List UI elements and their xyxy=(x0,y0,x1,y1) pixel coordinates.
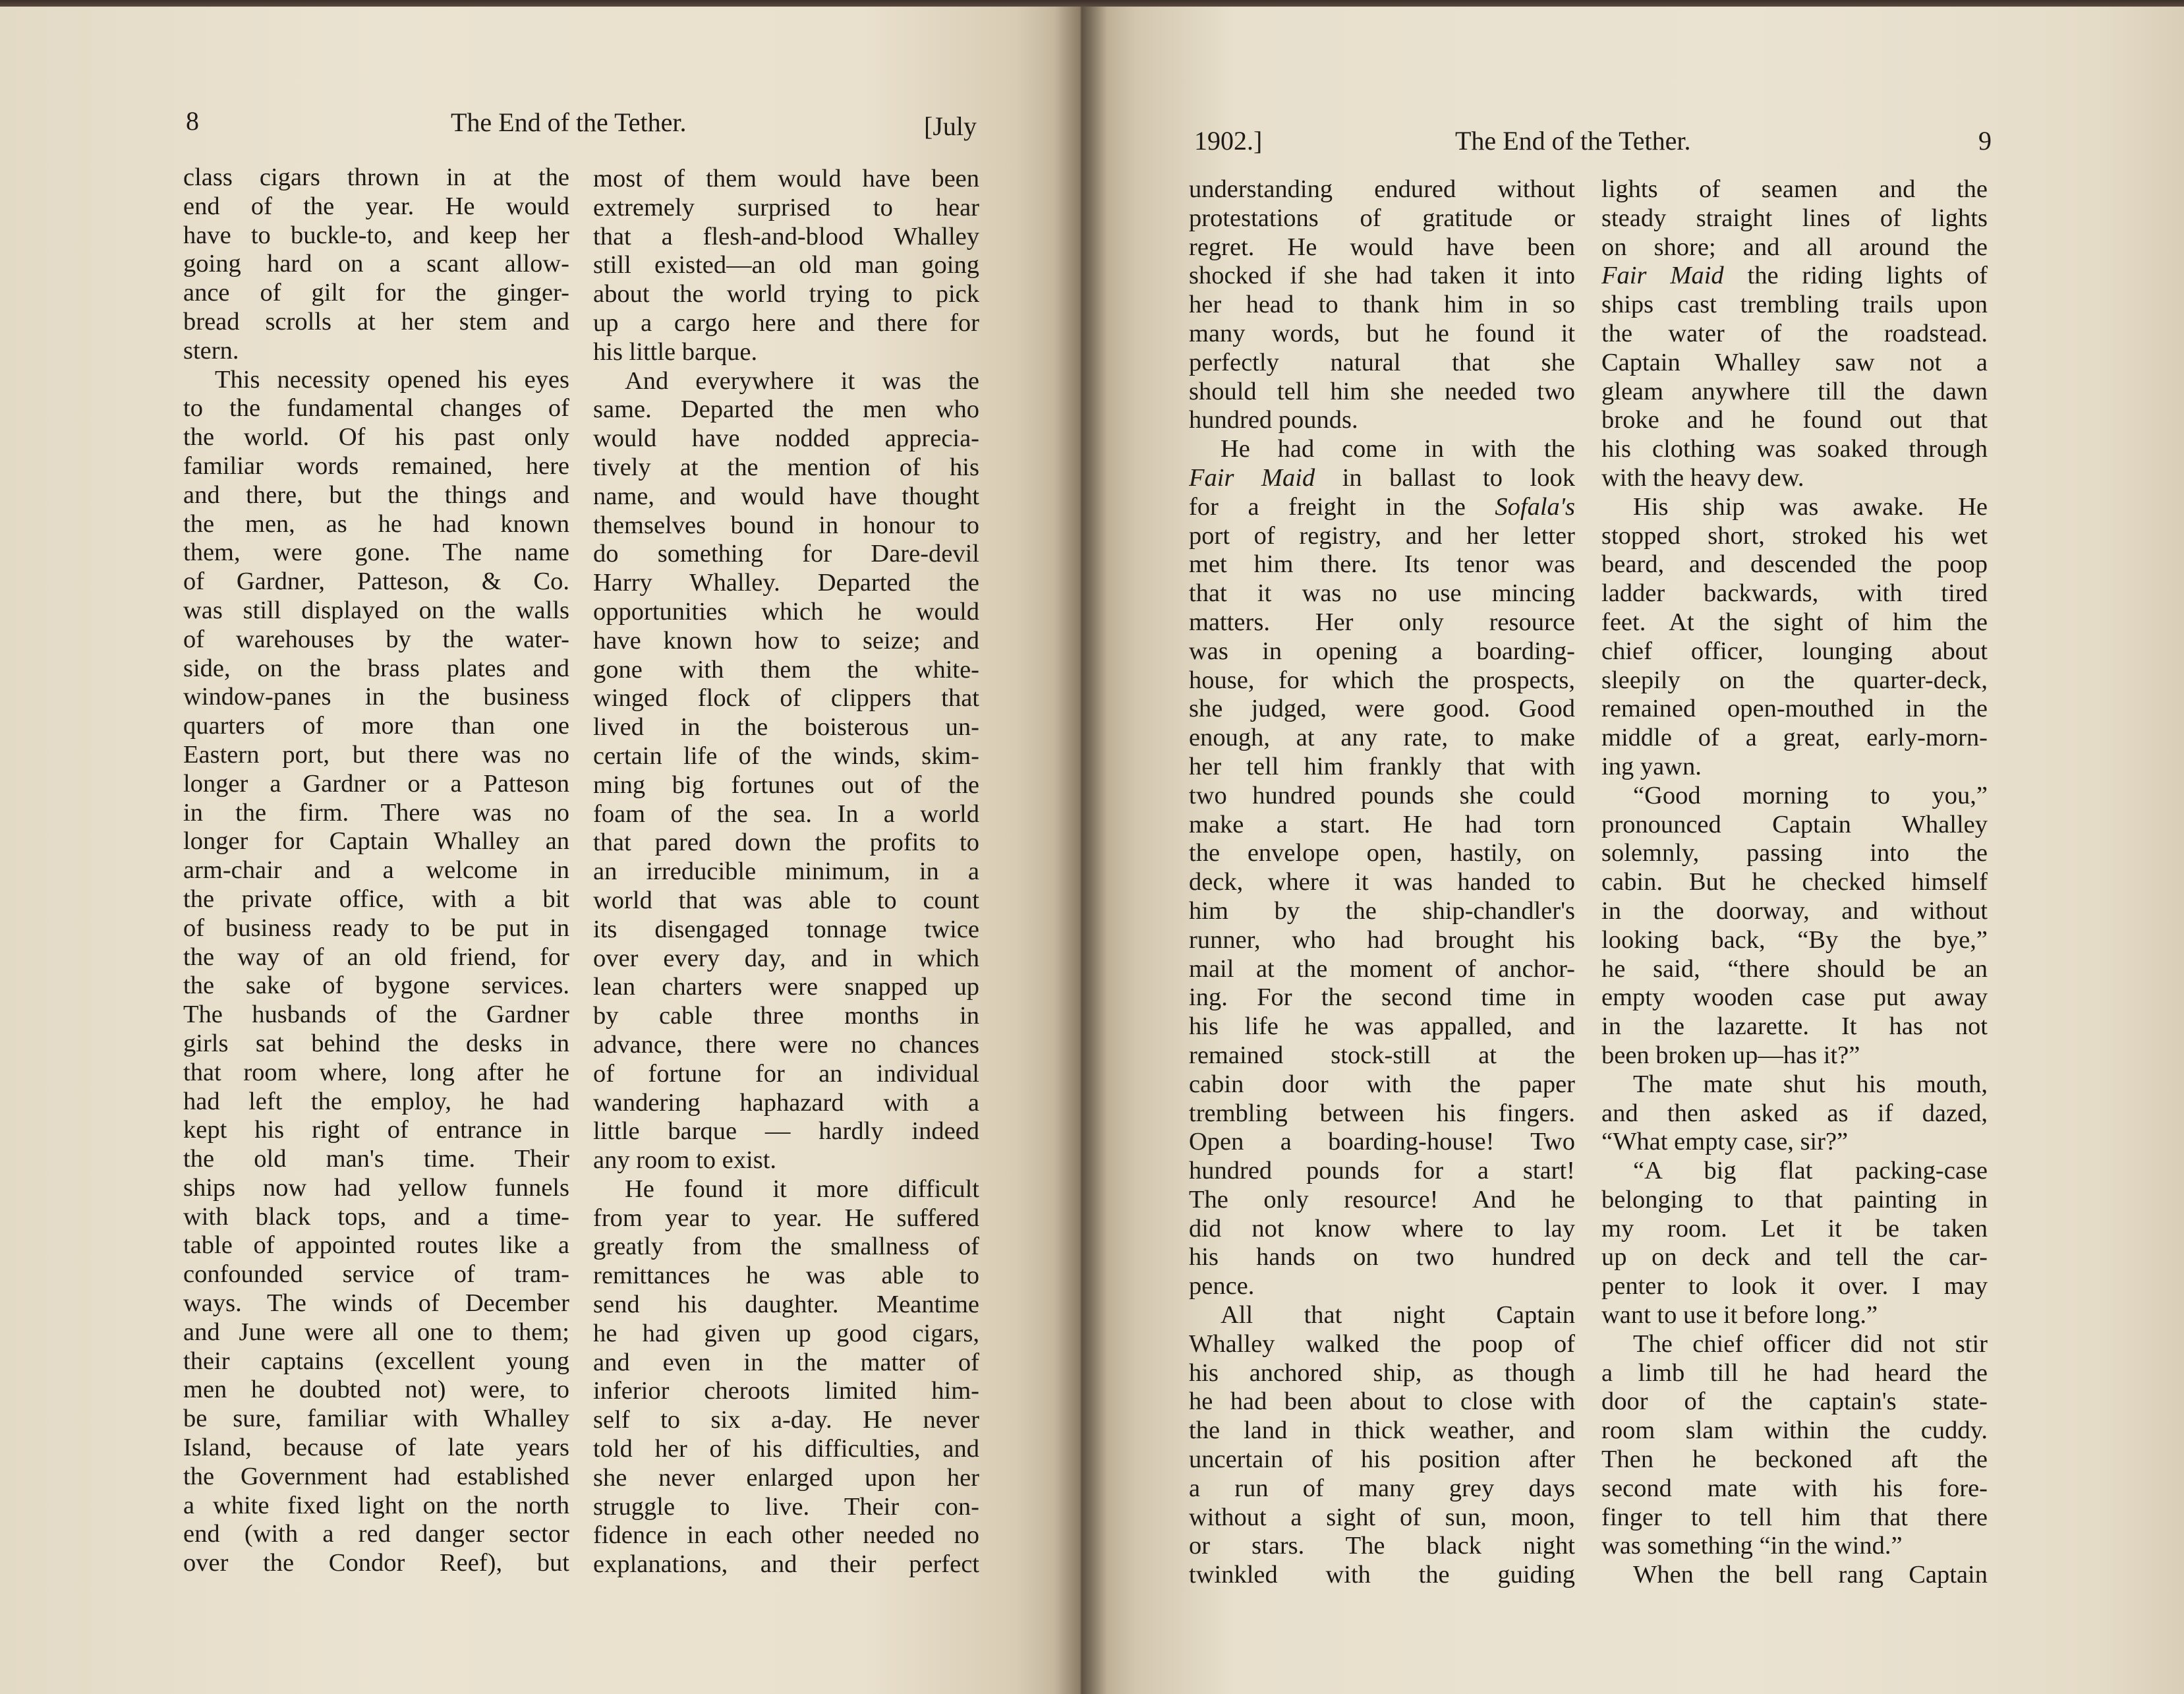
text-line: should tell him she needed two xyxy=(1189,377,1575,405)
text-line: same. Departed the men who xyxy=(593,395,979,424)
text-line: for a freight in the Sofala's xyxy=(1189,492,1575,521)
text-line: pence. xyxy=(1189,1272,1255,1300)
text-line: understanding endured without xyxy=(1189,175,1575,203)
text-line: side, on the brass plates and xyxy=(183,654,569,682)
text-line: Harry Whalley. Departed the xyxy=(593,569,979,597)
text-line: that pared down the profits to xyxy=(593,829,979,857)
text-line: was still displayed on the walls xyxy=(183,596,569,624)
text-line: she judged, were good. Good xyxy=(1189,695,1575,723)
right-page xyxy=(1081,7,2184,1694)
text-line: mail at the moment of anchor- xyxy=(1189,954,1575,983)
text-line: tively at the mention of his xyxy=(593,453,979,481)
text-line: beard, and descended the poop xyxy=(1601,550,1988,579)
text-line: with the heavy dew. xyxy=(1601,463,1804,492)
text-line: feet. At the sight of him the xyxy=(1601,608,1988,636)
text-line: that a flesh-and-blood Whalley xyxy=(593,222,979,250)
text-line: his little barque. xyxy=(593,337,758,366)
text-line: many words, but he found it xyxy=(1189,319,1575,347)
text-line: “What empty case, sir?” xyxy=(1601,1128,1849,1156)
text-line: The husbands of the Gardner xyxy=(183,1001,569,1029)
text-line: arm-chair and a welcome in xyxy=(183,856,569,885)
text-line: his anchored ship, as though xyxy=(1189,1358,1575,1387)
text-line: the sake of bygone services. xyxy=(183,972,569,1000)
text-line: or stars. The black night xyxy=(1189,1532,1575,1560)
text-line: a white fixed light on the north xyxy=(183,1491,569,1519)
text-line: port of registry, and her letter xyxy=(1189,521,1575,550)
text-line: of business ready to be put in xyxy=(183,914,569,942)
text-line: met him there. Its tenor was xyxy=(1189,550,1575,579)
text-line: Fair Maid the riding lights of xyxy=(1601,262,1988,290)
text-line: be sure, familiar with Whalley xyxy=(183,1405,569,1433)
text-line: and then asked as if dazed, xyxy=(1601,1099,1988,1127)
text-line: inferior cheroots limited him- xyxy=(593,1377,979,1405)
text-line: solemnly, passing into the xyxy=(1601,839,1988,867)
text-line: ways. The winds of December xyxy=(183,1289,569,1318)
text-line: quarters of more than one xyxy=(183,712,569,740)
text-line: her tell him frankly that with xyxy=(1189,752,1575,780)
right-page-number: 9 xyxy=(1978,126,1992,156)
text-line: to the fundamental changes of xyxy=(183,394,569,423)
text-line: uncertain of his position after xyxy=(1189,1446,1575,1474)
text-line: Fair Maid in ballast to look xyxy=(1189,463,1575,492)
text-line: lights of seamen and the xyxy=(1601,175,1988,203)
text-line: name, and would have thought xyxy=(593,482,979,510)
right-column-2 xyxy=(1601,175,1988,1590)
text-line: remittances he was able to xyxy=(593,1262,979,1290)
text-line: little barque — hardly indeed xyxy=(593,1117,979,1146)
text-line: and even in the matter of xyxy=(593,1348,979,1376)
text-line: protestations of gratitude or xyxy=(1189,204,1575,232)
text-line: All that night Captain xyxy=(1221,1301,1575,1329)
text-line: she never enlarged upon her xyxy=(593,1463,979,1492)
text-line: ladder backwards, with tired xyxy=(1601,579,1988,608)
text-line: over the Condor Reef), but xyxy=(183,1549,569,1577)
text-line: the world. Of his past only xyxy=(183,423,569,452)
text-line: window-panes in the business xyxy=(183,683,569,711)
text-line: with black tops, and a time- xyxy=(183,1202,569,1231)
text-line: have known how to seize; and xyxy=(593,626,979,655)
text-line: belonging to that painting in xyxy=(1601,1185,1988,1213)
text-line: did not know where to lay xyxy=(1189,1214,1575,1242)
text-line: looking back, “By the bye,” xyxy=(1601,925,1988,954)
text-line: the envelope open, hastily, on xyxy=(1189,839,1575,867)
text-line: middle of a great, early-morn- xyxy=(1601,724,1988,752)
text-line: runner, who had brought his xyxy=(1189,925,1575,954)
left-running-title: The End of the Tether. xyxy=(451,107,687,137)
text-line: cabin. But he checked himself xyxy=(1601,868,1988,896)
text-line: in the doorway, and without xyxy=(1601,896,1988,925)
text-line: would have nodded apprecia- xyxy=(593,424,979,453)
text-line: advance, there were no chances xyxy=(593,1030,979,1059)
text-line: most of them would have been xyxy=(593,165,979,192)
text-line: certain life of the winds, skim- xyxy=(593,742,979,770)
text-line: greatly from the smallness of xyxy=(593,1233,979,1261)
text-line: an irreducible minimum, in a xyxy=(593,858,979,886)
text-line: sleepily on the quarter-deck, xyxy=(1601,666,1988,694)
text-line: pronounced Captain Whalley xyxy=(1601,810,1988,838)
text-line: a run of many grey days xyxy=(1189,1474,1575,1502)
left-page-number: 8 xyxy=(186,106,199,136)
text-line: Whalley walked the poop of xyxy=(1189,1329,1575,1358)
text-line: The chief officer did not stir xyxy=(1633,1329,1988,1358)
text-line: gleam anywhere till the dawn xyxy=(1601,377,1988,405)
text-line: His ship was awake. He xyxy=(1633,492,1988,521)
text-line: had left the employ, he had xyxy=(183,1087,569,1115)
text-line: chief officer, lounging about xyxy=(1601,637,1988,665)
text-line: ing yawn. xyxy=(1601,752,1702,780)
text-line: send his daughter. Meantime xyxy=(593,1291,979,1319)
text-line: ming big fortunes out of the xyxy=(593,771,979,799)
text-line: regret. He would have been xyxy=(1189,233,1575,261)
text-line: class cigars thrown in at the xyxy=(183,163,569,191)
text-line: confounded service of tram- xyxy=(183,1260,569,1289)
text-line: up on deck and tell the car- xyxy=(1601,1243,1988,1271)
text-line: girls sat behind the desks in xyxy=(183,1029,569,1057)
text-line: without a sight of sun, moon, xyxy=(1189,1503,1575,1531)
text-line: end of the year. He would xyxy=(183,192,569,220)
text-line: was in opening a boarding- xyxy=(1189,637,1575,665)
text-line: He found it more difficult xyxy=(625,1175,979,1203)
text-line: twinkled with the guiding xyxy=(1189,1561,1575,1589)
text-line: two hundred pounds she could xyxy=(1189,781,1575,809)
text-line: any room to exist. xyxy=(593,1146,777,1175)
text-line: The mate shut his mouth, xyxy=(1633,1070,1988,1098)
text-line: been broken up—has it?” xyxy=(1601,1041,1860,1069)
text-line: themselves bound in honour to xyxy=(593,511,979,539)
text-line: trembling between his fingers. xyxy=(1189,1099,1575,1127)
text-line: “A big flat packing-case xyxy=(1633,1157,1988,1185)
text-line: of Gardner, Patteson, & Co. xyxy=(183,568,569,596)
text-line: world that was able to count xyxy=(593,886,979,914)
text-line: And everywhere it was the xyxy=(625,366,979,395)
text-line: stern. xyxy=(183,336,239,365)
text-line: and there, but the things and xyxy=(183,481,569,509)
text-line: table of appointed routes like a xyxy=(183,1231,569,1260)
text-line: “Good morning to you,” xyxy=(1633,781,1988,809)
text-line: fidence in each other needed no xyxy=(593,1521,979,1550)
text-line: hundred pounds. xyxy=(1189,406,1358,434)
text-line: wandering haphazard with a xyxy=(593,1088,979,1117)
text-line: lean charters were snapped up xyxy=(593,973,979,1001)
text-line: the men, as he had known xyxy=(183,510,569,538)
text-line: longer for Captain Whalley an xyxy=(183,827,569,856)
text-line: cabin door with the paper xyxy=(1189,1070,1575,1098)
text-line: of warehouses by the water- xyxy=(183,625,569,653)
text-line: a limb till he had heard the xyxy=(1601,1358,1988,1387)
text-line: from year to year. He suffered xyxy=(593,1204,979,1232)
text-line: men he doubted not) were, to xyxy=(183,1376,569,1404)
text-line: Captain Whalley saw not a xyxy=(1601,348,1988,376)
right-running-title: The End of the Tether. xyxy=(1455,126,1691,156)
text-line: the water of the roadstead. xyxy=(1601,319,1988,347)
text-line: in the lazarette. It has not xyxy=(1601,1012,1988,1041)
text-line: make a start. He had torn xyxy=(1189,810,1575,838)
text-line: ing. For the second time in xyxy=(1189,983,1575,1012)
text-line: Open a boarding-house! Two xyxy=(1189,1128,1575,1156)
text-line: going hard on a scant allow- xyxy=(183,250,569,278)
text-line: the old man's time. Their xyxy=(183,1145,569,1173)
text-line: broke and he found out that xyxy=(1601,406,1988,434)
text-line: over every day, and in which xyxy=(593,944,979,972)
text-line: This necessity opened his eyes xyxy=(215,365,569,394)
left-page xyxy=(0,7,1081,1694)
text-line: on shore; and all around the xyxy=(1601,233,1988,261)
text-line: door of the captain's state- xyxy=(1601,1387,1988,1416)
text-line: my room. Let it be taken xyxy=(1601,1214,1988,1242)
text-line: shocked if she had taken it into xyxy=(1189,262,1575,290)
text-line: When the bell rang Captain xyxy=(1633,1561,1988,1589)
text-line: steady straight lines of lights xyxy=(1601,204,1988,232)
text-line: penter to look it over. I may xyxy=(1601,1272,1988,1300)
text-line: her head to thank him in so xyxy=(1189,291,1575,319)
book-gutter xyxy=(1054,7,1107,1694)
text-line: familiar words remained, here xyxy=(183,452,569,480)
text-line: deck, where it was handed to xyxy=(1189,868,1575,896)
text-line: the private office, with a bit xyxy=(183,885,569,913)
text-line: his clothing was soaked through xyxy=(1601,435,1988,463)
left-running-date: [July xyxy=(924,111,977,141)
text-line: opportunities which he would xyxy=(593,597,979,626)
left-column-2 xyxy=(593,165,979,1579)
left-column-1 xyxy=(183,163,569,1578)
text-line: of fortune for an individual xyxy=(593,1059,979,1088)
text-line: his hands on two hundred xyxy=(1189,1243,1575,1271)
text-line: finger to tell him that there xyxy=(1601,1503,1988,1531)
text-line: he had given up good cigars, xyxy=(593,1319,979,1347)
text-line: second mate with his fore- xyxy=(1601,1474,1988,1502)
text-line: matters. Her only resource xyxy=(1189,608,1575,636)
text-line: by cable three months in xyxy=(593,1002,979,1030)
text-line: the way of an old friend, for xyxy=(183,943,569,971)
text-line: struggle to live. Their con- xyxy=(593,1492,979,1521)
text-line: the land in thick weather, and xyxy=(1189,1417,1575,1445)
text-line: stopped short, stroked his wet xyxy=(1601,521,1988,550)
text-line: kept his right of entrance in xyxy=(183,1116,569,1144)
text-line: them, were gone. The name xyxy=(183,539,569,567)
text-line: told her of his difficulties, and xyxy=(593,1435,979,1463)
text-line: that room where, long after he xyxy=(183,1058,569,1086)
text-line: up a cargo here and there for xyxy=(593,308,979,337)
text-line: Then he beckoned aft the xyxy=(1601,1446,1988,1474)
text-line: Island, because of late years xyxy=(183,1434,569,1462)
text-line: winged flock of clippers that xyxy=(593,684,979,713)
text-line: empty wooden case put away xyxy=(1601,983,1988,1012)
text-line: hundred pounds for a start! xyxy=(1189,1157,1575,1185)
text-line: longer a Gardner or a Patteson xyxy=(183,769,569,798)
right-column-1 xyxy=(1189,175,1575,1590)
text-line: ance of gilt for the ginger- xyxy=(183,279,569,307)
text-line: he said, “there should be an xyxy=(1601,954,1988,983)
text-line: perfectly natural that she xyxy=(1189,348,1575,376)
text-line: its disengaged tonnage twice xyxy=(593,915,979,943)
text-line: house, for which the prospects, xyxy=(1189,666,1575,694)
text-line: about the world trying to pick xyxy=(593,280,979,308)
text-line: remained stock-still at the xyxy=(1189,1041,1575,1069)
text-line: Eastern port, but there was no xyxy=(183,740,569,769)
text-line: him by the ship-chandler's xyxy=(1189,896,1575,925)
text-line: and June were all one to them; xyxy=(183,1318,569,1346)
text-line: want to use it before long.” xyxy=(1601,1301,1878,1329)
text-line: remained open-mouthed in the xyxy=(1601,695,1988,723)
right-running-date: 1902.] xyxy=(1194,126,1263,156)
text-line: gone with them the white- xyxy=(593,655,979,684)
text-line: was something “in the wind.” xyxy=(1601,1532,1903,1560)
text-line: his life he was appalled, and xyxy=(1189,1012,1575,1041)
text-line: end (with a red danger sector xyxy=(183,1520,569,1548)
text-line: foam of the sea. In a world xyxy=(593,800,979,828)
text-line: enough, at any rate, to make xyxy=(1189,724,1575,752)
text-line: in the firm. There was no xyxy=(183,798,569,827)
text-line: self to six a-day. He never xyxy=(593,1406,979,1434)
text-line: their captains (excellent young xyxy=(183,1347,569,1375)
text-line: that it was no use mincing xyxy=(1189,579,1575,608)
text-line: bread scrolls at her stem and xyxy=(183,307,569,336)
text-line: have to buckle-to, and keep her xyxy=(183,221,569,249)
text-line: still existed—an old man going xyxy=(593,251,979,279)
text-line: the Government had established xyxy=(183,1462,569,1490)
text-line: He had come in with the xyxy=(1221,435,1575,463)
text-line: he had been about to close with xyxy=(1189,1387,1575,1416)
text-line: The only resource! And he xyxy=(1189,1185,1575,1213)
text-line: do something for Dare-devil xyxy=(593,540,979,568)
text-line: room slam within the cuddy. xyxy=(1601,1417,1988,1445)
text-line: explanations, and their perfect xyxy=(593,1550,979,1579)
text-line: ships cast trembling trails upon xyxy=(1601,291,1988,319)
text-line: lived in the boisterous un- xyxy=(593,713,979,742)
text-line: ships now had yellow funnels xyxy=(183,1173,569,1202)
text-line: extremely surprised to hear xyxy=(593,193,979,221)
